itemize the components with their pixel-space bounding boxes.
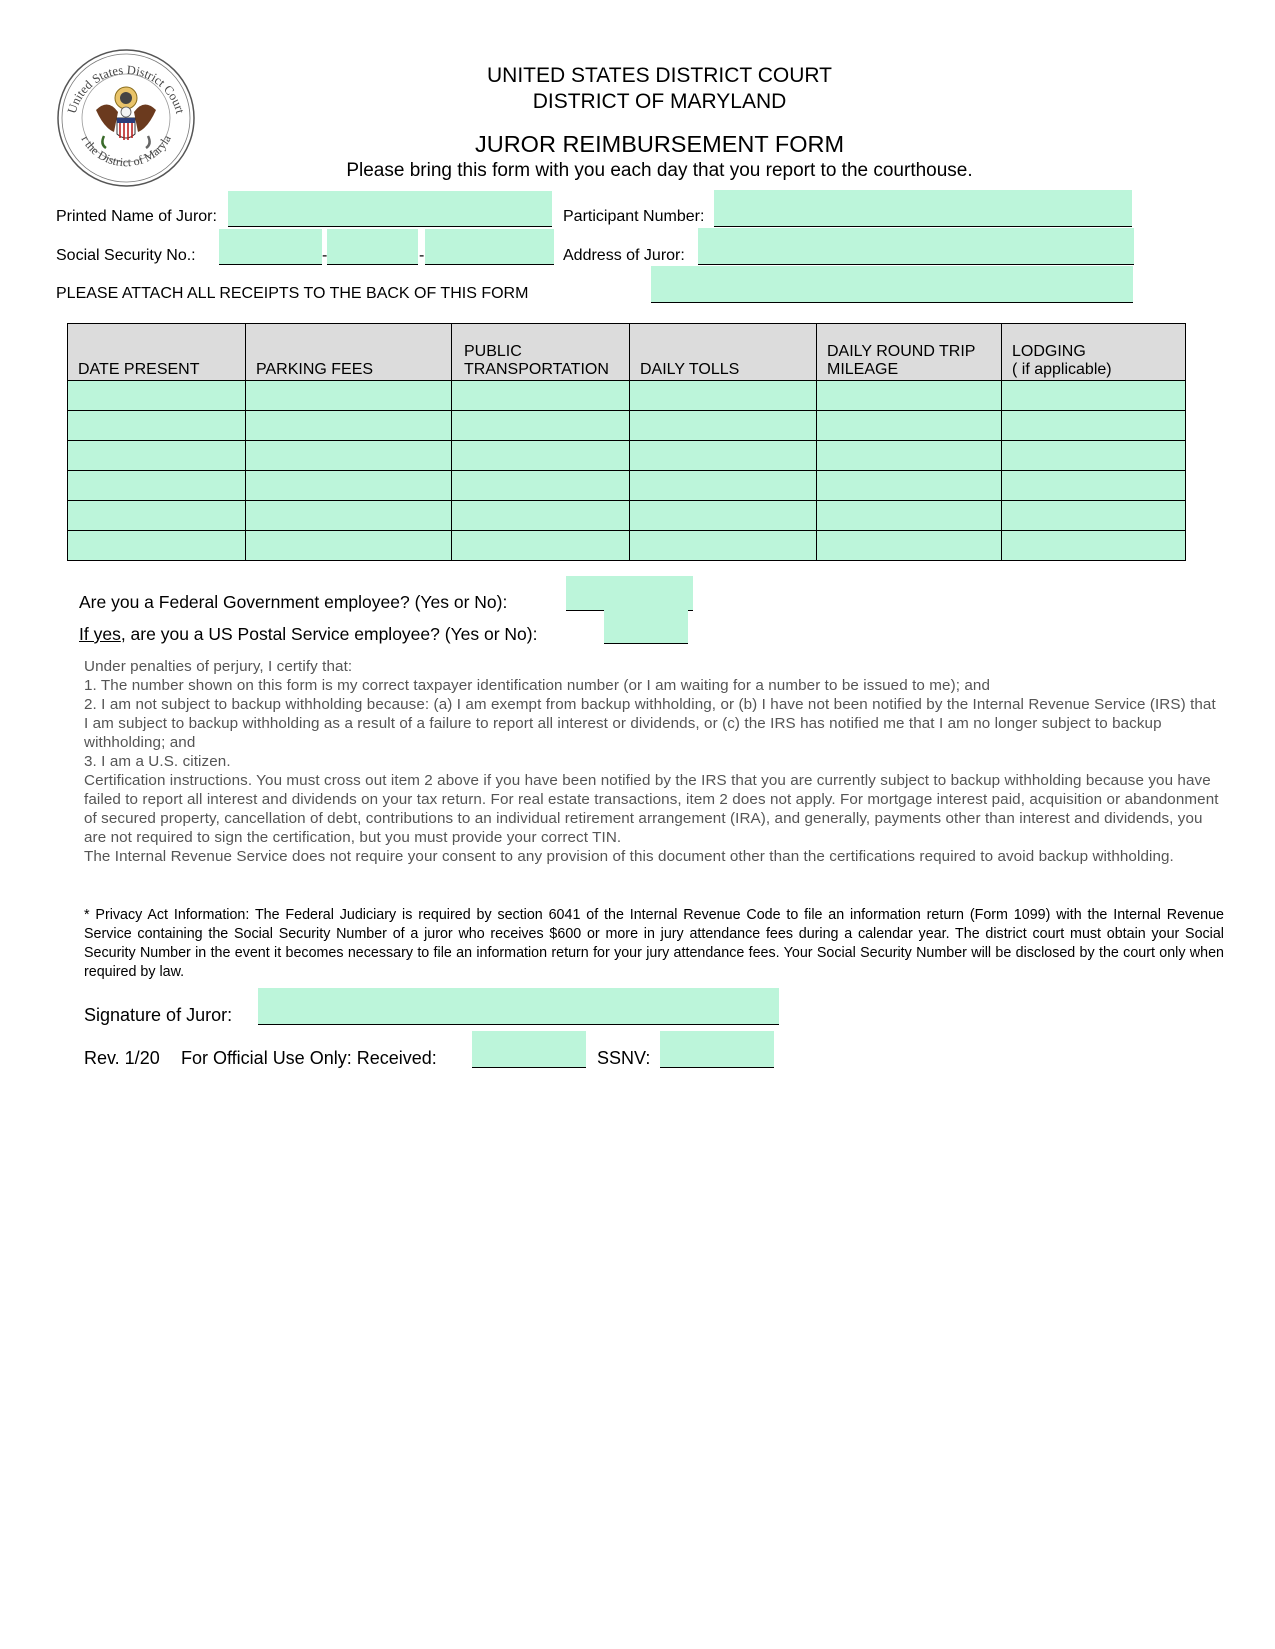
form-title: JUROR REIMBURSEMENT FORM: [474, 131, 845, 157]
tolls-cell[interactable]: [630, 411, 817, 441]
mileage-cell[interactable]: [817, 471, 1002, 501]
participant-number-label: Participant Number:: [563, 208, 705, 225]
table-row: [68, 381, 1186, 411]
lodging-cell[interactable]: [1002, 471, 1186, 501]
ssn-part2-field[interactable]: [327, 229, 418, 265]
parking-cell[interactable]: [246, 501, 452, 531]
ssn-dash-1: -: [322, 247, 328, 264]
table-row: [68, 531, 1186, 561]
header-daily-tolls: DAILY TOLLS: [630, 324, 817, 381]
parking-cell[interactable]: [246, 381, 452, 411]
table-row: [68, 471, 1186, 501]
address-label: Address of Juror:: [563, 247, 685, 264]
federal-employee-field[interactable]: [566, 576, 693, 611]
form-subtitle: Please bring this form with you each day that you report to the courthouse.: [346, 160, 973, 181]
ssnv-field[interactable]: [660, 1031, 774, 1068]
date-cell[interactable]: [68, 501, 246, 531]
signature-field[interactable]: [258, 988, 779, 1025]
transport-cell[interactable]: [452, 501, 630, 531]
postal-employee-field[interactable]: [604, 610, 688, 644]
court-name: UNITED STATES DISTRICT COURT: [487, 64, 832, 87]
transport-cell[interactable]: [452, 531, 630, 561]
date-cell[interactable]: [68, 471, 246, 501]
date-cell[interactable]: [68, 441, 246, 471]
mileage-cell[interactable]: [817, 441, 1002, 471]
ssnv-label: SSNV:: [597, 1048, 651, 1068]
header-public-transportation: PUBLIC TRANSPORTATION: [452, 324, 630, 381]
federal-employee-question: Are you a Federal Government employee? (Yes or No):: [79, 592, 508, 612]
cert-instructions: Certification instructions. You must cross out item 2 above if you have been notified by the IRS that you are currently subject to backup withholding because you have failed to report all interest and dividends on your tax return. For real estate transactions, item 2 does not apply. For mortgage interest paid, acquisition or abandonment of secured property, cancellation of debt, contributions to an individual retirement arrangement (IRA), and generally, payments other than interest and dividends, you are not required to sign the certification, but you must provide your correct TIN.: [84, 772, 1219, 846]
certification-block: [84, 657, 1224, 866]
cert-intro: Under penalties of perjury, I certify that:: [84, 658, 353, 675]
table-row: [68, 441, 1186, 471]
tolls-cell[interactable]: [630, 531, 817, 561]
lodging-cell[interactable]: [1002, 441, 1186, 471]
tolls-cell[interactable]: [630, 501, 817, 531]
table-row: [68, 501, 1186, 531]
lodging-cell[interactable]: [1002, 501, 1186, 531]
tolls-cell[interactable]: [630, 471, 817, 501]
transport-cell[interactable]: [452, 471, 630, 501]
ssn-part1-field[interactable]: [219, 229, 322, 265]
receipts-note: PLEASE ATTACH ALL RECEIPTS TO THE BACK OF THIS FORM: [56, 285, 529, 302]
district-name: DISTRICT OF MARYLAND: [532, 90, 787, 113]
cert-item-2: 2. I am not subject to backup withholding because: (a) I am exempt from backup withholding, or (b) I have not been notified by the Internal Revenue Service (IRS) that I am subject to backup withholding as a result of a failure to report all interest or dividends, or (c) the IRS has notified me that I am no longer subject to backup withholding; and: [84, 696, 1216, 751]
if-yes-text: If yes: [79, 624, 121, 644]
header-mileage: DAILY ROUND TRIP MILEAGE: [817, 324, 1002, 381]
revision-label: Rev. 1/20: [84, 1048, 160, 1068]
parking-cell[interactable]: [246, 471, 452, 501]
cert-item-1: 1. The number shown on this form is my correct taxpayer identification number (or I am waiting for a number to be issued to me); and: [84, 677, 991, 694]
received-field[interactable]: [472, 1031, 586, 1068]
ssn-dash-2: -: [419, 247, 425, 264]
ssn-part3-field[interactable]: [425, 229, 554, 265]
ssn-label: Social Security No.:: [56, 247, 196, 264]
transport-cell[interactable]: [452, 381, 630, 411]
parking-cell[interactable]: [246, 441, 452, 471]
mileage-cell[interactable]: [817, 381, 1002, 411]
mileage-cell[interactable]: [817, 531, 1002, 561]
header-lodging: LODGING ( if applicable): [1002, 324, 1186, 381]
table-row: [68, 411, 1186, 441]
tolls-cell[interactable]: [630, 441, 817, 471]
transport-cell[interactable]: [452, 411, 630, 441]
lodging-cell[interactable]: [1002, 381, 1186, 411]
cert-consent: The Internal Revenue Service does not require your consent to any provision of this document other than the certifications required to avoid backup withholding.: [84, 848, 1174, 865]
header-date-present: DATE PRESENT: [68, 324, 246, 381]
date-cell[interactable]: [68, 531, 246, 561]
seal-top-text: United States District Court: [64, 62, 188, 116]
transport-cell[interactable]: [452, 441, 630, 471]
parking-cell[interactable]: [246, 411, 452, 441]
date-cell[interactable]: [68, 411, 246, 441]
privacy-act-info: * Privacy Act Information: The Federal Judiciary is required by section 6041 of the Internal Revenue Code to file an information return (Form 1099) with the Internal Revenue Service containing the Social Security Number of a juror who receives $600 or more in jury attendance fees during a calendar year. The district court must obtain your Social Security Number in the event it becomes necessary to file an information return for your jury attendance fees. Your Social Security Number will be disclosed by the court only when required by law.: [84, 907, 1224, 980]
mileage-cell[interactable]: [817, 501, 1002, 531]
parking-cell[interactable]: [246, 531, 452, 561]
participant-number-field[interactable]: [714, 190, 1132, 227]
table-header-row: [68, 324, 1186, 381]
reimbursement-table: [67, 323, 1186, 561]
lodging-cell[interactable]: [1002, 531, 1186, 561]
address-line2-field[interactable]: [651, 266, 1133, 303]
seal-bottom-text: r the District of Maryla: [78, 132, 174, 170]
printed-name-field[interactable]: [228, 191, 552, 227]
postal-employee-question: If yes, are you a US Postal Service employee? (Yes or No):: [79, 624, 538, 644]
address-line1-field[interactable]: [698, 228, 1134, 265]
official-use-label: For Official Use Only: Received:: [181, 1048, 437, 1068]
printed-name-label: Printed Name of Juror:: [56, 208, 217, 225]
mileage-cell[interactable]: [817, 411, 1002, 441]
cert-item-3: 3. I am a U.S. citizen.: [84, 753, 231, 770]
header-parking-fees: PARKING FEES: [246, 324, 452, 381]
lodging-cell[interactable]: [1002, 411, 1186, 441]
signature-label: Signature of Juror:: [84, 1005, 233, 1025]
date-cell[interactable]: [68, 381, 246, 411]
tolls-cell[interactable]: [630, 381, 817, 411]
